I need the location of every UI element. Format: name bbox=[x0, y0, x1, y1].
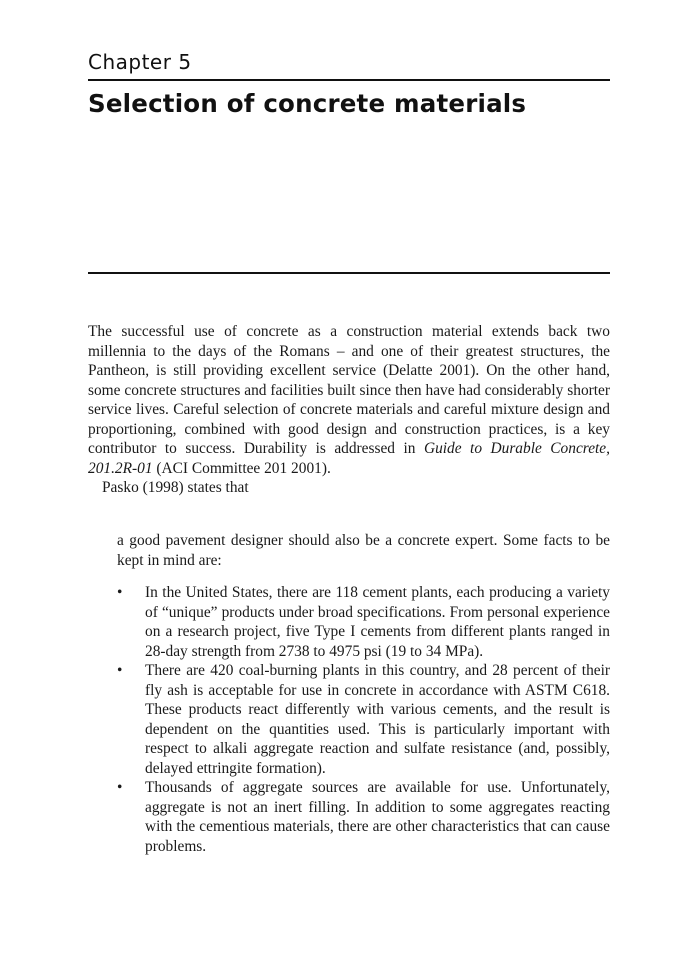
list-item bbox=[117, 583, 610, 661]
bullet-icon: • bbox=[117, 584, 123, 601]
quote-intro-text: a good pavement designer should also be a concrete expert. Some facts to be kept in mind are: bbox=[117, 532, 610, 569]
list-item-text: In the United States, there are 118 cement plants, each producing a variety of “unique” products under broad specifications. From personal experience on a research project, five Type I cements from different plants ranged in 28-day strength from 2738 to 4975 psi (19 to 34 MPa). bbox=[145, 584, 610, 660]
paragraph-1 bbox=[88, 322, 610, 478]
paragraph-1-text-a: The successful use of concrete as a construction material extends back two millennia to the days of the Romans – and one of their greatest structures, the Pantheon, is still providing excellent service (Delatte 2001). On the other hand, some concrete structures and facilities built since then have had considerably shorter service lives. Careful selection of concrete materials and careful mixture design and proportioning, combined with good design and construction practices, is a key contributor to success. Durability is addressed in bbox=[88, 323, 610, 457]
paragraph-1-text-b: (ACI Committee 201 2001). bbox=[152, 459, 331, 477]
chapter-bottom-rule bbox=[88, 272, 610, 274]
chapter-label: Chapter 5 bbox=[88, 50, 192, 74]
bullet-icon: • bbox=[117, 662, 123, 679]
paragraph-2: Pasko (1998) states that bbox=[102, 479, 249, 496]
list-item bbox=[117, 661, 610, 778]
chapter-title: Selection of concrete materials bbox=[88, 89, 527, 118]
bullet-icon: • bbox=[117, 779, 123, 796]
list-item-text: Thousands of aggregate sources are available for use. Unfortunately, aggregate is not an inert filling. In addition to some aggregates reacting with the cementious materials, there are other characteristics that can cause problems. bbox=[145, 779, 610, 855]
guide-title-citation: Guide to Durable Concrete, 201.2R-01 bbox=[88, 440, 610, 477]
list-item-text: There are 420 coal-burning plants in this country, and 28 percent of their fly ash is acceptable for use in concrete in accordance with ASTM C618. These products react differently with various cements, and the result is dependent on the quantities used. This is particularly important with respect to alkali aggregate reaction and sulfate resistance (and, possibly, delayed ettringite formation). bbox=[145, 662, 610, 777]
body-text bbox=[88, 322, 610, 498]
quote-bullet-list bbox=[117, 583, 610, 856]
list-item bbox=[117, 778, 610, 856]
block-quote-intro bbox=[117, 531, 610, 570]
chapter-top-rule bbox=[88, 79, 610, 81]
